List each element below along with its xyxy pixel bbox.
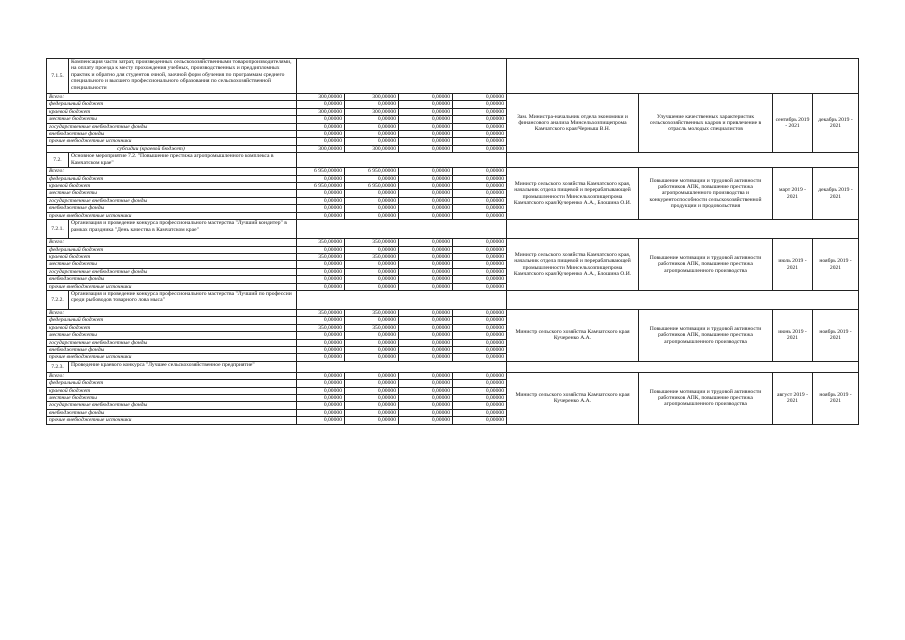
amount-cell: 0,00000 <box>399 131 453 138</box>
amount-cell: 350,00000 <box>345 239 399 246</box>
amount-cell: 0,00000 <box>399 283 453 290</box>
budget-source-label: субсидии (краевой бюджет) <box>47 145 297 152</box>
section-header-row <box>47 153 859 168</box>
amount-cell: 0,00000 <box>399 253 453 260</box>
budget-source-label: прочие внебюджетные источники <box>47 283 297 290</box>
budget-source-label: местные бюджеты <box>47 116 297 123</box>
amount-cell: 0,00000 <box>453 283 507 290</box>
amount-cell: 350,00000 <box>345 309 399 316</box>
amount-cell: 0,00000 <box>297 276 345 283</box>
amount-cell: 0,00000 <box>345 190 399 197</box>
budget-source-label: Всего: <box>47 309 297 316</box>
budget-source-label: прочие внебюджетные источники <box>47 138 297 145</box>
amount-cell: 0,00000 <box>453 101 507 108</box>
budget-source-label: краевой бюджет <box>47 183 297 190</box>
amount-cell: 0,00000 <box>399 101 453 108</box>
amount-cell: 0,00000 <box>297 380 345 387</box>
amount-cell: 300,00000 <box>297 94 345 101</box>
expected-result: Повышение мотивации и трудовой активности работников АПК, повышение престижа агропромышленного производства <box>639 239 773 291</box>
section-description: Организация и проведение конкурса профессионального мастерства "Лучший по профессии среди рыбоводов товарного лова мыса" <box>69 290 297 309</box>
amount-cell: 0,00000 <box>345 332 399 339</box>
budget-source-label: краевой бюджет <box>47 108 297 115</box>
amount-cell: 0,00000 <box>297 346 345 353</box>
budget-source-label: Всего: <box>47 239 297 246</box>
amount-cell: 0,00000 <box>297 116 345 123</box>
section-header-blank <box>297 153 507 168</box>
amount-cell: 0,00000 <box>297 402 345 409</box>
amount-cell: 0,00000 <box>297 212 345 219</box>
program-table-body <box>47 59 859 425</box>
amount-cell: 0,00000 <box>453 246 507 253</box>
amount-cell: 0,00000 <box>345 395 399 402</box>
amount-cell: 0,00000 <box>297 317 345 324</box>
amount-cell: 0,00000 <box>453 168 507 175</box>
responsible-executor: Министр сельского хозяйства Камчатского края Кучеренко А.А. <box>507 309 639 361</box>
amount-cell: 0,00000 <box>399 372 453 379</box>
amount-cell: 0,00000 <box>453 94 507 101</box>
amount-cell: 300,00000 <box>345 108 399 115</box>
budget-source-label: прочие внебюджетные источники <box>47 417 297 424</box>
amount-cell: 350,00000 <box>297 239 345 246</box>
expected-result: Улучшение качественных характеристик сельскохозяйственных кадров и привлечение в отрасль молодых специалистов <box>639 94 773 153</box>
amount-cell: 0,00000 <box>399 168 453 175</box>
budget-source-label: Всего: <box>47 94 297 101</box>
amount-cell: 0,00000 <box>453 212 507 219</box>
amount-cell: 0,00000 <box>453 409 507 416</box>
budget-source-label: федеральный бюджет <box>47 175 297 182</box>
section-header-blank-right <box>507 361 859 372</box>
program-table-page <box>46 58 858 425</box>
amount-cell: 0,00000 <box>399 387 453 394</box>
budget-source-label: государственные внебюджетные фонды <box>47 339 297 346</box>
amount-cell: 0,00000 <box>453 276 507 283</box>
amount-cell: 0,00000 <box>453 417 507 424</box>
amount-cell: 350,00000 <box>297 324 345 331</box>
amount-cell: 0,00000 <box>453 131 507 138</box>
section-code: 7.1.5. <box>47 59 69 94</box>
budget-source-label: внебюджетные фонды <box>47 205 297 212</box>
amount-cell: 0,00000 <box>453 402 507 409</box>
amount-cell: 0,00000 <box>297 339 345 346</box>
amount-cell: 300,00000 <box>297 145 345 152</box>
amount-cell: 0,00000 <box>345 387 399 394</box>
amount-cell: 0,00000 <box>399 239 453 246</box>
budget-source-label: государственные внебюджетные фонды <box>47 123 297 130</box>
amount-cell: 0,00000 <box>399 417 453 424</box>
section-header-blank-right <box>507 59 859 94</box>
amount-cell: 350,00000 <box>297 253 345 260</box>
budget-source-label: внебюджетные фонды <box>47 346 297 353</box>
amount-cell: 0,00000 <box>345 317 399 324</box>
amount-cell: 0,00000 <box>297 101 345 108</box>
program-table <box>46 58 859 425</box>
section-description: Компенсация части затрат, произведенных сельскохозяйственными товаропроизводителями, на оплату проезда к месту прохождения учебных, производственных и преддипломных практик и обратно для студентов очной, заочной форм обучения по программам среднего специального и высшего профессионального образования по сельскохозяйственной специальности <box>69 59 297 94</box>
amount-cell: 0,00000 <box>453 261 507 268</box>
section-code: 7.2.1. <box>47 220 69 239</box>
amount-cell: 0,00000 <box>345 101 399 108</box>
end-date: ноябрь 2019 - 2021 <box>813 372 859 424</box>
responsible-executor: Министр сельского хозяйства Камчатского края, начальник отдела пищевой и перерабатывающей промышленности Минсельхозпищепрома Камчатского края/Кучеренко А.А., Блошина О.И. <box>507 239 639 291</box>
amount-cell: 350,00000 <box>345 324 399 331</box>
amount-cell: 0,00000 <box>399 380 453 387</box>
amount-cell: 0,00000 <box>399 354 453 361</box>
amount-cell: 0,00000 <box>345 417 399 424</box>
start-date: июль 2019 - 2021 <box>773 239 813 291</box>
amount-cell: 0,00000 <box>297 246 345 253</box>
section-description: Организация и проведение конкурса профессионального мастерства "Лучший кондитер" в рамках праздника "День качества в Камчатском крае" <box>69 220 297 239</box>
amount-cell: 0,00000 <box>297 138 345 145</box>
amount-cell: 0,00000 <box>345 205 399 212</box>
section-code: 7.2.2. <box>47 290 69 309</box>
budget-source-label: прочие внебюджетные источники <box>47 354 297 361</box>
section-code: 7.2. <box>47 153 69 168</box>
amount-cell: 0,00000 <box>453 268 507 275</box>
amount-cell: 0,00000 <box>399 123 453 130</box>
amount-cell: 0,00000 <box>399 190 453 197</box>
amount-cell: 0,00000 <box>297 372 345 379</box>
amount-cell: 0,00000 <box>297 190 345 197</box>
amount-cell: 0,00000 <box>345 131 399 138</box>
amount-cell: 0,00000 <box>345 261 399 268</box>
budget-source-label: краевой бюджет <box>47 387 297 394</box>
amount-cell: 0,00000 <box>453 372 507 379</box>
amount-cell: 0,00000 <box>453 395 507 402</box>
section-header-row <box>47 59 859 94</box>
budget-source-label: краевой бюджет <box>47 253 297 260</box>
amount-cell: 0,00000 <box>297 417 345 424</box>
amount-cell: 0,00000 <box>453 346 507 353</box>
amount-cell: 0,00000 <box>297 205 345 212</box>
amount-cell: 300,00000 <box>297 108 345 115</box>
amount-cell: 0,00000 <box>297 332 345 339</box>
amount-cell: 0,00000 <box>345 116 399 123</box>
budget-source-label: государственные внебюджетные фонды <box>47 268 297 275</box>
end-date: декабрь 2019 - 2021 <box>813 168 859 220</box>
budget-source-label: Всего: <box>47 168 297 175</box>
section-header-blank-right <box>507 220 859 239</box>
budget-row <box>47 168 859 175</box>
amount-cell: 0,00000 <box>399 346 453 353</box>
section-header-row <box>47 220 859 239</box>
amount-cell: 0,00000 <box>453 123 507 130</box>
amount-cell: 0,00000 <box>297 131 345 138</box>
section-header-blank-right <box>507 290 859 309</box>
start-date: март 2019 - 2021 <box>773 168 813 220</box>
amount-cell: 0,00000 <box>399 324 453 331</box>
budget-row <box>47 372 859 379</box>
amount-cell: 0,00000 <box>399 409 453 416</box>
amount-cell: 0,00000 <box>399 268 453 275</box>
amount-cell: 0,00000 <box>453 332 507 339</box>
budget-source-label: краевой бюджет <box>47 324 297 331</box>
budget-source-label: государственные внебюджетные фонды <box>47 402 297 409</box>
amount-cell: 0,00000 <box>297 395 345 402</box>
responsible-executor: Министр сельского хозяйства Камчатского края Кучеренко А.А. <box>507 372 639 424</box>
budget-source-label: местные бюджеты <box>47 332 297 339</box>
amount-cell: 0,00000 <box>345 409 399 416</box>
budget-row <box>47 94 859 101</box>
amount-cell: 0,00000 <box>453 339 507 346</box>
amount-cell: 0,00000 <box>399 395 453 402</box>
amount-cell: 6 950,00000 <box>297 168 345 175</box>
amount-cell: 0,00000 <box>399 138 453 145</box>
responsible-executor: Зам. Министра-начальник отдела экономики и финансового анализа Минсельхозпищепрома Камчатского края/Черныш В.Н. <box>507 94 639 153</box>
amount-cell: 300,00000 <box>345 94 399 101</box>
responsible-executor: Министр сельского хозяйства Камчатского края, начальник отдела пищевой и перерабатывающей промышленности Минсельхозпищепрома Камчатского края/Кучеренко А.А., Блошина О.И. <box>507 168 639 220</box>
amount-cell: 0,00000 <box>453 387 507 394</box>
amount-cell: 0,00000 <box>399 402 453 409</box>
amount-cell: 0,00000 <box>453 145 507 152</box>
section-header-row <box>47 361 859 372</box>
section-description: Проведение краевого конкурса "Лучшее сельскохозяйственное предприятие" <box>69 361 297 372</box>
amount-cell: 0,00000 <box>453 183 507 190</box>
amount-cell: 0,00000 <box>399 175 453 182</box>
amount-cell: 0,00000 <box>399 212 453 219</box>
amount-cell: 0,00000 <box>399 145 453 152</box>
amount-cell: 0,00000 <box>297 268 345 275</box>
amount-cell: 0,00000 <box>453 309 507 316</box>
budget-source-label: прочие внебюджетные источники <box>47 212 297 219</box>
amount-cell: 0,00000 <box>453 205 507 212</box>
section-description: Основное мероприятие 7.2. "Повышение престижа агропромышленного комплекса в Камчатском крае" <box>69 153 297 168</box>
amount-cell: 0,00000 <box>345 175 399 182</box>
amount-cell: 0,00000 <box>297 197 345 204</box>
amount-cell: 0,00000 <box>297 387 345 394</box>
amount-cell: 0,00000 <box>453 116 507 123</box>
end-date: декабрь 2019 - 2021 <box>813 94 859 153</box>
budget-source-label: Всего: <box>47 372 297 379</box>
amount-cell: 0,00000 <box>453 239 507 246</box>
amount-cell: 0,00000 <box>345 346 399 353</box>
amount-cell: 0,00000 <box>453 324 507 331</box>
amount-cell: 0,00000 <box>297 283 345 290</box>
amount-cell: 0,00000 <box>399 197 453 204</box>
amount-cell: 0,00000 <box>453 354 507 361</box>
amount-cell: 0,00000 <box>345 372 399 379</box>
budget-source-label: федеральный бюджет <box>47 101 297 108</box>
budget-source-label: внебюджетные фонды <box>47 131 297 138</box>
amount-cell: 0,00000 <box>297 175 345 182</box>
expected-result: Повышение мотивации и трудовой активности работников АПК, повышение престижа агропромышленного производства и конкурентоспособности сельскохозяйственной продукции и продовольствия <box>639 168 773 220</box>
budget-source-label: местные бюджеты <box>47 190 297 197</box>
section-header-blank <box>297 361 507 372</box>
section-header-blank <box>297 59 507 94</box>
amount-cell: 0,00000 <box>345 380 399 387</box>
amount-cell: 0,00000 <box>345 276 399 283</box>
amount-cell: 0,00000 <box>399 276 453 283</box>
amount-cell: 0,00000 <box>297 354 345 361</box>
amount-cell: 0,00000 <box>399 339 453 346</box>
start-date: июнь 2019 - 2021 <box>773 309 813 361</box>
budget-row <box>47 309 859 316</box>
section-header-blank-right <box>507 153 859 168</box>
amount-cell: 0,00000 <box>399 108 453 115</box>
amount-cell: 0,00000 <box>345 138 399 145</box>
expected-result: Повышение мотивации и трудовой активности работников АПК, повышение престижа агропромышленного производства <box>639 309 773 361</box>
start-date: август 2019 - 2021 <box>773 372 813 424</box>
amount-cell: 0,00000 <box>345 402 399 409</box>
amount-cell: 0,00000 <box>345 197 399 204</box>
amount-cell: 0,00000 <box>399 205 453 212</box>
amount-cell: 0,00000 <box>399 309 453 316</box>
amount-cell: 0,00000 <box>399 246 453 253</box>
amount-cell: 0,00000 <box>453 108 507 115</box>
amount-cell: 0,00000 <box>399 317 453 324</box>
section-header-blank <box>297 220 507 239</box>
budget-source-label: внебюджетные фонды <box>47 276 297 283</box>
amount-cell: 0,00000 <box>399 332 453 339</box>
amount-cell: 0,00000 <box>399 116 453 123</box>
amount-cell: 6 950,00000 <box>345 168 399 175</box>
budget-source-label: федеральный бюджет <box>47 317 297 324</box>
amount-cell: 0,00000 <box>297 123 345 130</box>
amount-cell: 350,00000 <box>345 253 399 260</box>
section-header-blank <box>297 290 507 309</box>
amount-cell: 0,00000 <box>345 123 399 130</box>
budget-source-label: местные бюджеты <box>47 395 297 402</box>
section-code: 7.2.3. <box>47 361 69 372</box>
amount-cell: 0,00000 <box>399 94 453 101</box>
amount-cell: 0,00000 <box>453 253 507 260</box>
amount-cell: 0,00000 <box>297 261 345 268</box>
amount-cell: 300,00000 <box>345 145 399 152</box>
amount-cell: 0,00000 <box>453 175 507 182</box>
amount-cell: 0,00000 <box>345 339 399 346</box>
end-date: ноябрь 2019 - 2021 <box>813 309 859 361</box>
start-date: сентябрь 2019 - 2021 <box>773 94 813 153</box>
amount-cell: 0,00000 <box>345 268 399 275</box>
amount-cell: 0,00000 <box>453 138 507 145</box>
amount-cell: 0,00000 <box>345 212 399 219</box>
amount-cell: 350,00000 <box>297 309 345 316</box>
amount-cell: 0,00000 <box>297 409 345 416</box>
amount-cell: 0,00000 <box>453 380 507 387</box>
amount-cell: 6 950,00000 <box>297 183 345 190</box>
end-date: ноябрь 2019 - 2021 <box>813 239 859 291</box>
amount-cell: 0,00000 <box>345 246 399 253</box>
budget-source-label: внебюджетные фонды <box>47 409 297 416</box>
amount-cell: 0,00000 <box>453 190 507 197</box>
amount-cell: 0,00000 <box>399 261 453 268</box>
section-header-row <box>47 290 859 309</box>
budget-source-label: федеральный бюджет <box>47 246 297 253</box>
expected-result: Повышение мотивации и трудовой активности работников АПК, повышение престижа агропромышленного производства <box>639 372 773 424</box>
amount-cell: 0,00000 <box>453 197 507 204</box>
budget-source-label: местные бюджеты <box>47 261 297 268</box>
amount-cell: 6 950,00000 <box>345 183 399 190</box>
amount-cell: 0,00000 <box>345 283 399 290</box>
amount-cell: 0,00000 <box>399 183 453 190</box>
amount-cell: 0,00000 <box>453 317 507 324</box>
budget-source-label: государственные внебюджетные фонды <box>47 197 297 204</box>
amount-cell: 0,00000 <box>345 354 399 361</box>
budget-source-label: федеральный бюджет <box>47 380 297 387</box>
budget-row <box>47 239 859 246</box>
